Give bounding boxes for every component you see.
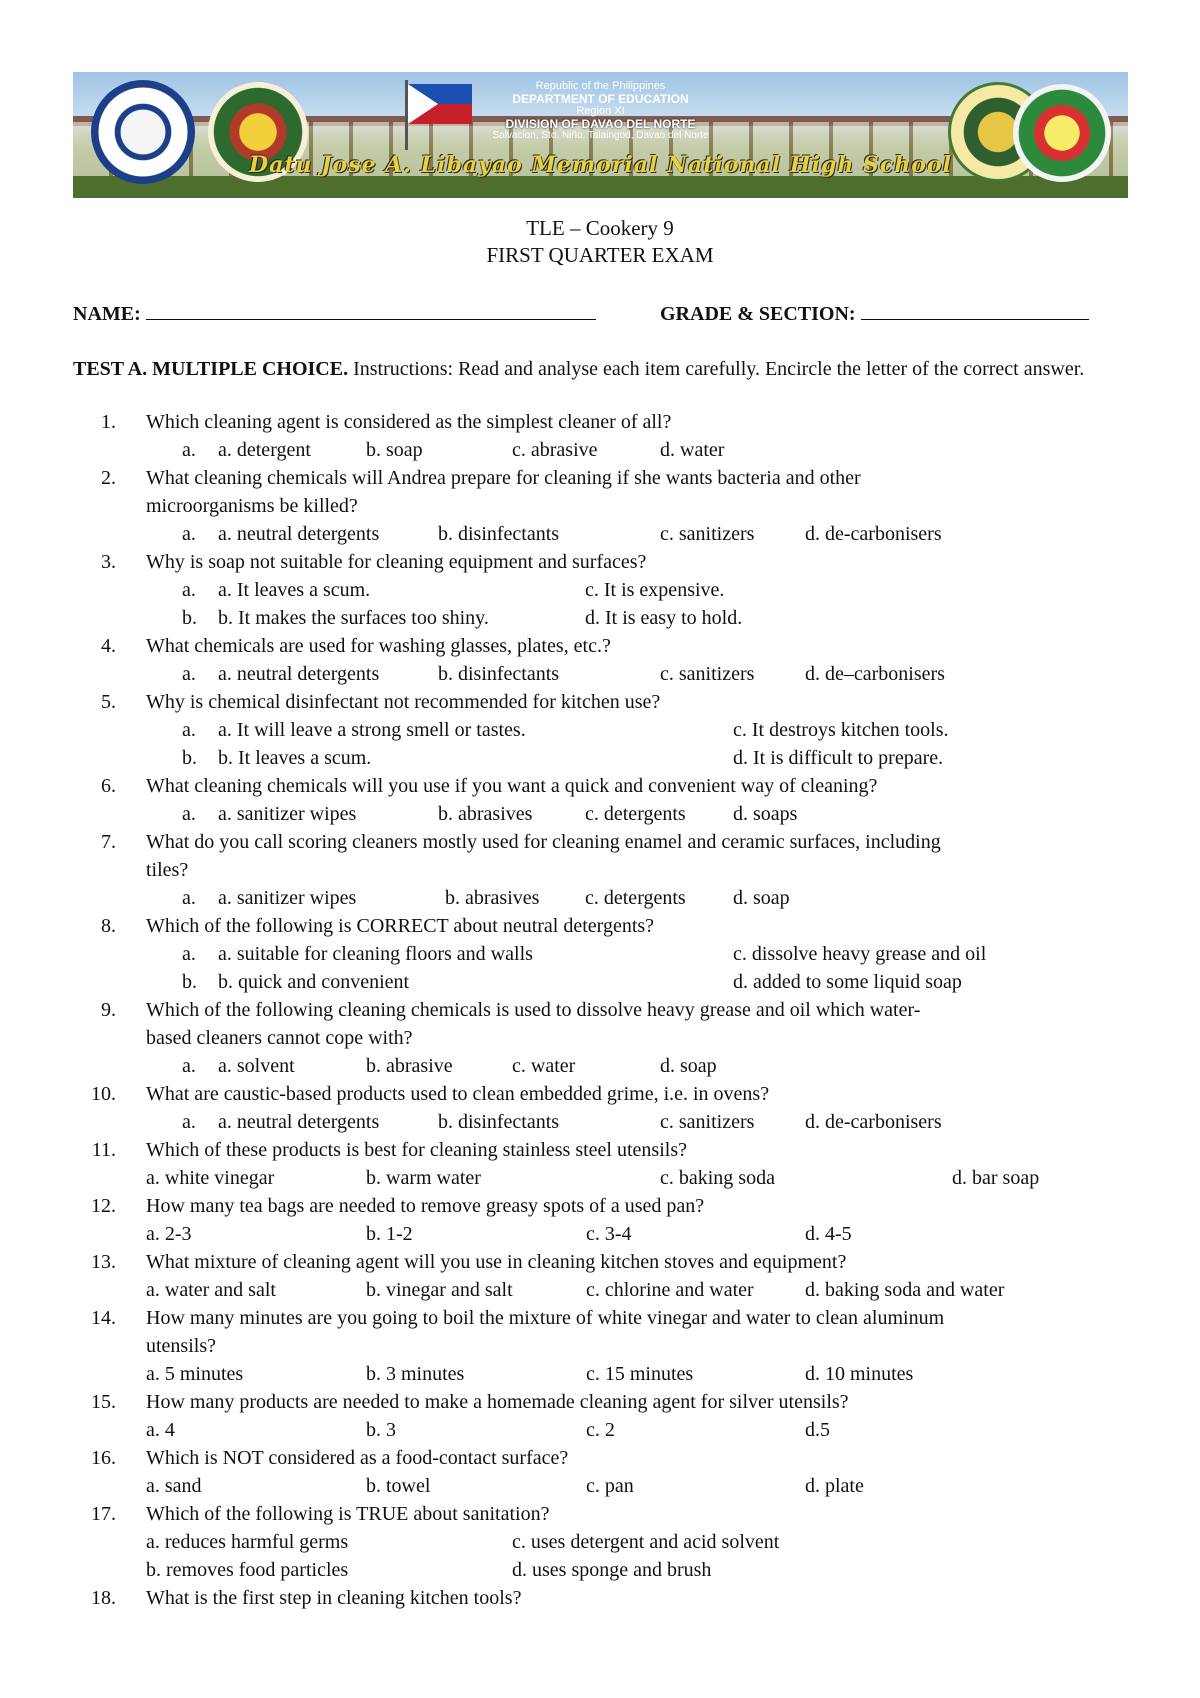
question-text: tiles? — [146, 859, 189, 881]
test-heading: TEST A. MULTIPLE CHOICE. — [73, 358, 349, 380]
answer-choice: a. neutral detergents — [218, 523, 380, 545]
question-number: 13. — [91, 1251, 116, 1273]
answer-choice: a. water and salt — [146, 1279, 276, 1301]
answer-choice: b. abrasive — [366, 1055, 453, 1077]
question-number: 12. — [91, 1195, 116, 1217]
answer-choice: c. sanitizers — [660, 1111, 755, 1133]
answer-choice: b. It leaves a scum. — [218, 747, 372, 769]
subject-title: TLE – Cookery 9 — [526, 216, 674, 240]
answer-choice: b. 3 — [366, 1419, 396, 1441]
choice-letter: b. — [182, 747, 197, 769]
question-number: 6. — [101, 775, 116, 797]
question-number: 1. — [101, 411, 116, 433]
question-number: 17. — [91, 1503, 116, 1525]
grade-section-line[interactable] — [861, 299, 1089, 320]
test-instructions: Instructions: Read and analyse each item carefully. Encircle the letter of the correct answer. — [353, 358, 1085, 380]
answer-choice: b. removes food particles — [146, 1559, 349, 1581]
answer-choice: b. towel — [366, 1475, 431, 1497]
grade-section-field[interactable] — [660, 299, 1089, 326]
question-text: utensils? — [146, 1335, 216, 1357]
choice-letter: b. — [182, 607, 197, 629]
answer-choice: a. It will leave a strong smell or tastes. — [218, 719, 526, 741]
question-text: based cleaners cannot cope with? — [146, 1027, 413, 1049]
answer-choice: a. suitable for cleaning floors and walls — [218, 943, 533, 965]
answer-choice: d. soaps — [733, 803, 798, 825]
question-number: 16. — [91, 1447, 116, 1469]
answer-choice: d. 10 minutes — [805, 1363, 914, 1385]
question-text: microorganisms be killed? — [146, 495, 358, 517]
answer-choice: b. quick and convenient — [218, 971, 410, 993]
choice-letter: a. — [182, 803, 196, 825]
answer-choice: d. It is difficult to prepare. — [733, 747, 944, 769]
choice-letter: a. — [182, 439, 196, 461]
answer-choice: a. reduces harmful germs — [146, 1531, 349, 1553]
question-text: What chemicals are used for washing glasses, plates, etc.? — [146, 635, 611, 657]
question-text: What cleaning chemicals will Andrea prepare for cleaning if she wants bacteria and other — [146, 467, 861, 489]
school-name: Datu Jose A. Libayao Memorial National High School — [248, 152, 952, 178]
question-number: 4. — [101, 635, 116, 657]
question-text: Which is NOT considered as a food-contact surface? — [146, 1447, 569, 1469]
answer-choice: a. sanitizer wipes — [218, 803, 357, 825]
question-text: How many products are needed to make a homemade cleaning agent for silver utensils? — [146, 1391, 849, 1413]
answer-choice: d. It is easy to hold. — [585, 607, 743, 629]
answer-choice: a. 4 — [146, 1419, 175, 1441]
answer-choice: c. baking soda — [660, 1167, 775, 1189]
answer-choice: d. soap — [733, 887, 790, 909]
exam-title: FIRST QUARTER EXAM — [486, 243, 714, 267]
answer-choice: c. dissolve heavy grease and oil — [733, 943, 987, 965]
answer-choice: d. water — [660, 439, 725, 461]
answer-choice: b. disinfectants — [438, 1111, 560, 1133]
question-text: What do you call scoring cleaners mostly used for cleaning enamel and ceramic surfaces, including — [146, 831, 941, 853]
answer-choice: c. chlorine and water — [586, 1279, 754, 1301]
answer-choice: a. neutral detergents — [218, 1111, 380, 1133]
choice-letter: a. — [182, 943, 196, 965]
answer-choice: b. abrasives — [445, 887, 540, 909]
answer-choice: d. added to some liquid soap — [733, 971, 962, 993]
grade-section-label: GRADE & SECTION: — [660, 303, 856, 325]
answer-choice: a. detergent — [218, 439, 311, 461]
answer-choice: c. sanitizers — [660, 663, 755, 685]
choice-letter: a. — [182, 719, 196, 741]
banner-address: Salvacion, Sto. Niño, Talaingod, Davao del Norte — [492, 130, 709, 141]
answer-choice: d. bar soap — [952, 1167, 1040, 1189]
answer-choice: b. 1-2 — [366, 1223, 413, 1245]
school-banner — [73, 72, 1128, 198]
banner-division: DIVISION OF DAVAO DEL NORTE — [505, 117, 696, 131]
question-number: 15. — [91, 1391, 116, 1413]
answer-choice: b. vinegar and salt — [366, 1279, 513, 1301]
answer-choice: c. 15 minutes — [586, 1363, 694, 1385]
answer-choice: b. warm water — [366, 1167, 481, 1189]
question-text: What are caustic-based products used to clean embedded grime, i.e. in ovens? — [146, 1083, 770, 1105]
choice-letter: a. — [182, 887, 196, 909]
question-text: What is the first step in cleaning kitchen tools? — [146, 1587, 522, 1609]
answer-choice: a. solvent — [218, 1055, 295, 1077]
question-text: Why is chemical disinfectant not recommended for kitchen use? — [146, 691, 661, 713]
question-text: What cleaning chemicals will you use if you want a quick and convenient way of cleaning? — [146, 775, 878, 797]
banner-region: Region XI — [576, 105, 625, 117]
question-number: 3. — [101, 551, 116, 573]
question-text: Which of the following cleaning chemicals is used to dissolve heavy grease and oil which water- — [146, 999, 921, 1021]
test-a-instructions — [73, 355, 1133, 383]
choice-letter: a. — [182, 579, 196, 601]
answer-choice: d. de–carbonisers — [805, 663, 945, 685]
answer-choice: c. abrasive — [512, 439, 598, 461]
choice-letter: a. — [182, 663, 196, 685]
answer-choice: a. sand — [146, 1475, 202, 1497]
question-text: Which of the following is CORRECT about neutral detergents? — [146, 915, 655, 937]
question-number: 5. — [101, 691, 116, 713]
question-number: 2. — [101, 467, 116, 489]
question-text: How many tea bags are needed to remove greasy spots of a used pan? — [146, 1195, 705, 1217]
answer-choice: b. abrasives — [438, 803, 533, 825]
question-text: Why is soap not suitable for cleaning equipment and surfaces? — [146, 551, 647, 573]
answer-choice: a. neutral detergents — [218, 663, 380, 685]
question-text: Which of the following is TRUE about sanitation? — [146, 1503, 550, 1525]
choice-letter: b. — [182, 971, 197, 993]
answer-choice: c. 2 — [586, 1419, 615, 1441]
question-number: 9. — [101, 999, 116, 1021]
answer-choice: b. It makes the surfaces too shiny. — [218, 607, 489, 629]
answer-choice: a. 5 minutes — [146, 1363, 244, 1385]
answer-choice: a. 2-3 — [146, 1223, 192, 1245]
answer-choice: d. uses sponge and brush — [512, 1559, 712, 1581]
question-text: What mixture of cleaning agent will you use in cleaning kitchen stoves and equipment? — [146, 1251, 847, 1273]
answer-choice: c. detergents — [585, 803, 686, 825]
choice-letter: a. — [182, 523, 196, 545]
answer-choice: b. disinfectants — [438, 663, 560, 685]
choice-letter: a. — [182, 1055, 196, 1077]
banner-republic: Republic of the Philippines — [535, 80, 666, 92]
answer-choice: c. It destroys kitchen tools. — [733, 719, 949, 741]
answer-choice: a. It leaves a scum. — [218, 579, 371, 601]
answer-choice: d. soap — [660, 1055, 717, 1077]
name-label: NAME: — [73, 303, 141, 325]
answer-choice: c. uses detergent and acid solvent — [512, 1531, 780, 1553]
question-number: 7. — [101, 831, 116, 853]
answer-choice: b. 3 minutes — [366, 1363, 465, 1385]
question-number: 11. — [91, 1139, 116, 1161]
answer-choice: a. white vinegar — [146, 1167, 275, 1189]
question-number: 18. — [91, 1587, 116, 1609]
question-number: 10. — [91, 1083, 116, 1105]
answer-choice: c. detergents — [585, 887, 686, 909]
choice-letter: a. — [182, 1111, 196, 1133]
answer-choice: d. de-carbonisers — [805, 1111, 942, 1133]
name-field[interactable] — [73, 299, 596, 326]
answer-choice: d. baking soda and water — [805, 1279, 1005, 1301]
answer-choice: c. water — [512, 1055, 576, 1077]
answer-choice: d. 4-5 — [805, 1223, 852, 1245]
banner-deped: DEPARTMENT OF EDUCATION — [512, 92, 689, 106]
question-number: 8. — [101, 915, 116, 937]
question-text: Which cleaning agent is considered as the simplest cleaner of all? — [146, 411, 672, 433]
answer-choice: d. plate — [805, 1475, 864, 1497]
answer-choice: a. sanitizer wipes — [218, 887, 357, 909]
answer-choice: b. soap — [366, 439, 423, 461]
answer-choice: c. pan — [586, 1475, 634, 1497]
question-text: How many minutes are you going to boil the mixture of white vinegar and water to clean aluminum — [146, 1307, 945, 1329]
answer-choice: d.5 — [805, 1419, 830, 1441]
question-text: Which of these products is best for cleaning stainless steel utensils? — [146, 1139, 687, 1161]
answer-choice: c. It is expensive. — [585, 579, 725, 601]
answer-choice: b. disinfectants — [438, 523, 560, 545]
question-number: 14. — [91, 1307, 116, 1329]
name-line[interactable] — [146, 299, 596, 320]
answer-choice: c. 3-4 — [586, 1223, 632, 1245]
banner-ground — [73, 176, 1128, 198]
answer-choice: c. sanitizers — [660, 523, 755, 545]
answer-choice: d. de-carbonisers — [805, 523, 942, 545]
